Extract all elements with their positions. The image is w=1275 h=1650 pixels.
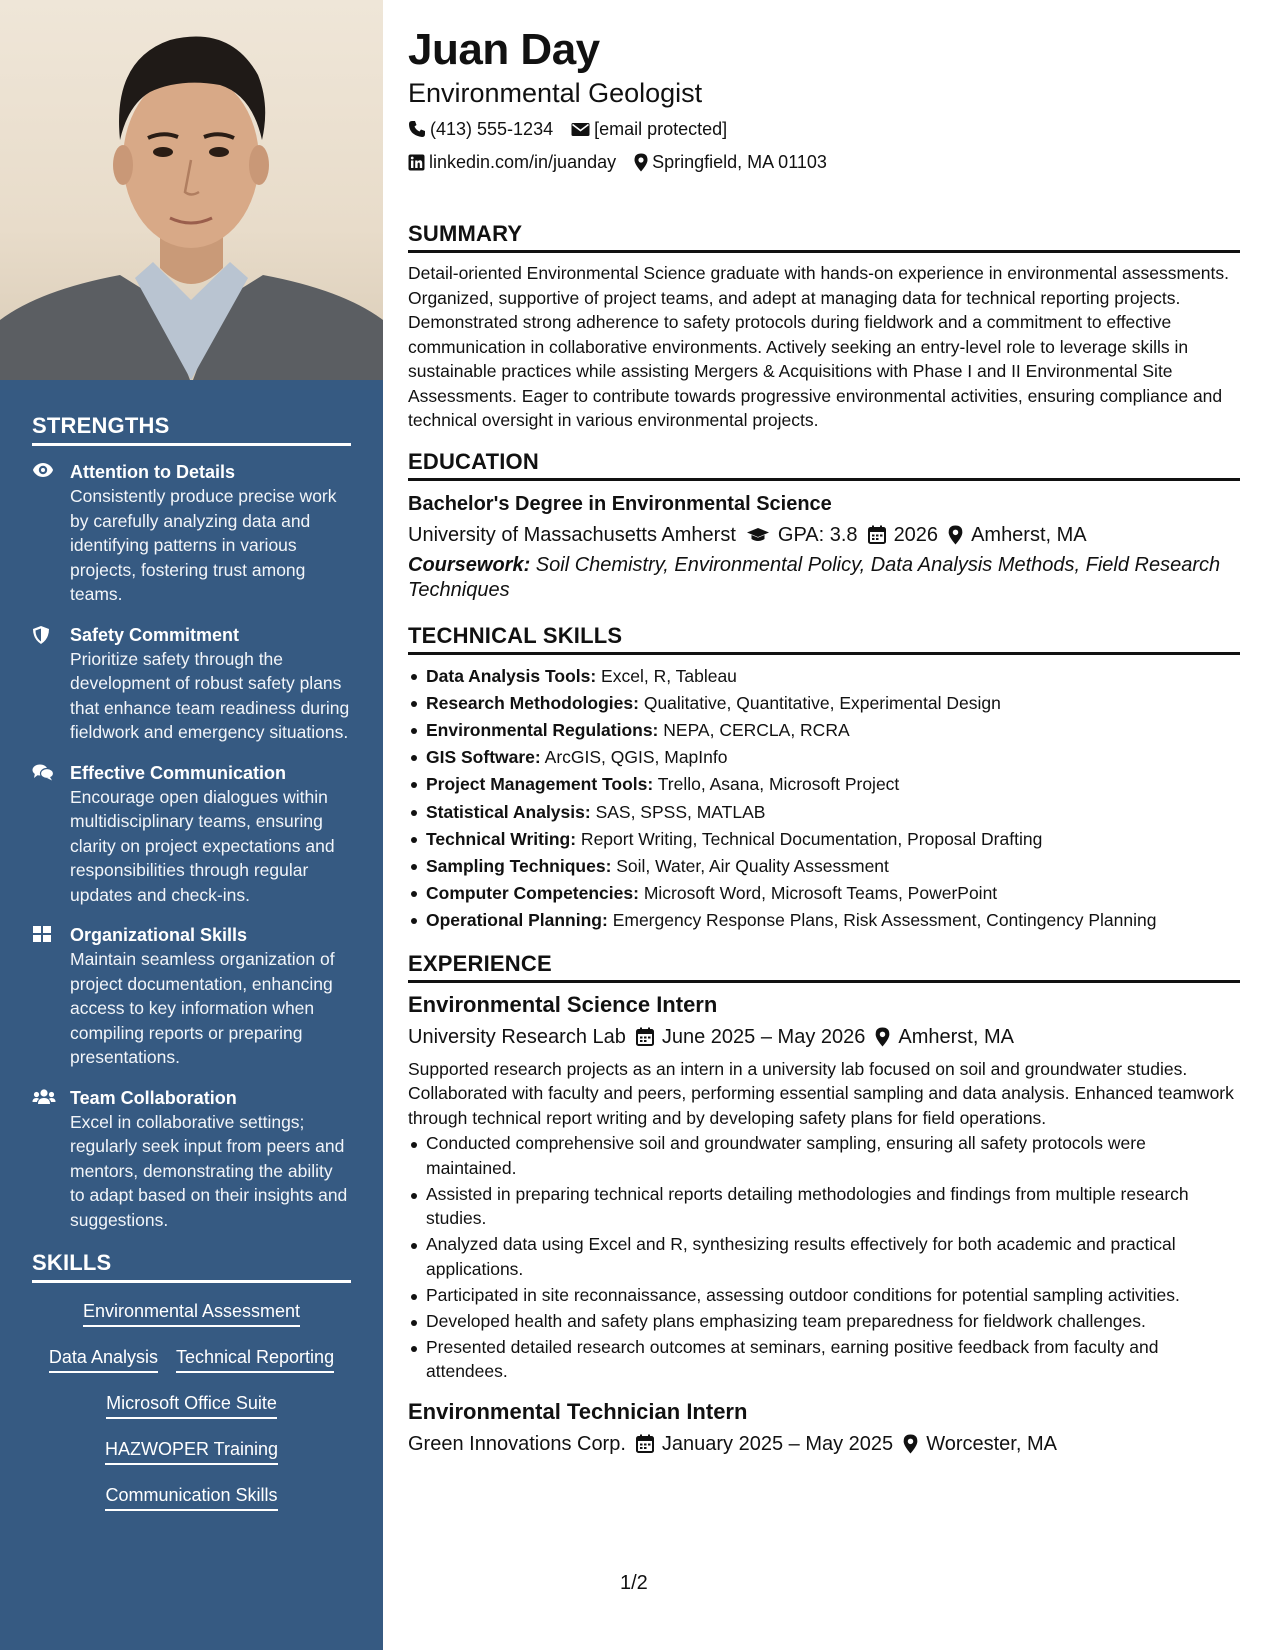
year-item: 2026 [868,521,939,549]
list-item: Technical Writing: Report Writing, Technical Documentation, Proposal Drafting [408,826,1240,853]
candidate-role: Environmental Geologist [408,78,703,108]
strength-desc: Consistently produce precise work by carefully analyzing data and identifying patterns in various projects, fostering trust among teams. [70,486,337,604]
skill-tag: Data Analysis [49,1345,158,1373]
list-item: Environmental Regulations: NEPA, CERCLA, RCRA [408,717,1240,744]
map-pin-icon [903,1434,918,1454]
portrait-illustration [0,0,383,380]
job-entry [408,991,1240,1384]
job-location: Worcester, MA [903,1430,1057,1458]
calendar-icon [636,1027,654,1046]
skill-tag: Environmental Assessment [83,1299,300,1327]
strength-item [32,1086,351,1233]
shield-icon [32,623,70,745]
skills-list [32,1299,351,1511]
users-icon [32,1086,70,1233]
list-item: Sampling Techniques: Soil, Water, Air Quality Assessment [408,853,1240,880]
linkedin-contact[interactable] [408,150,616,174]
company-name: University Research Lab [408,1025,626,1048]
list-item: Participated in site reconnaissance, assessing outdoor conditions for potential sampling activities. [408,1283,1240,1308]
job-title: Environmental Science Intern [408,991,718,1017]
education-heading: EDUCATION [408,449,1240,481]
list-item: Conducted comprehensive soil and groundwater sampling, ensuring all safety protocols were maintained. [408,1131,1240,1180]
list-item: Presented detailed research outcomes at seminars, earning positive feedback from faculty and attendees. [408,1335,1240,1384]
technical-skills-heading: TECHNICAL SKILLS [408,623,1240,655]
technical-skills-list [408,663,1240,935]
location-text: Springfield, MA 01103 [652,152,827,172]
map-pin-icon [634,153,648,172]
skill-tag: Technical Reporting [176,1345,334,1373]
job-bullets [408,1131,1240,1384]
comments-icon [32,761,70,908]
strength-item [32,923,351,1070]
location-contact [634,150,827,174]
list-item: Assisted in preparing technical reports detailing methodologies and findings from multiple research studies. [408,1182,1240,1231]
strength-desc: Maintain seamless organization of project documentation, enhancing access to key information when compiling reports or preparing presentations. [70,949,335,1067]
gpa-item: GPA: 3.8 [746,521,858,549]
experience-heading: EXPERIENCE [408,951,1240,983]
eye-icon [32,460,70,607]
edu-location-item: Amherst, MA [948,521,1087,549]
page-number: 1/2 [620,1572,648,1594]
list-item: Research Methodologies: Qualitative, Quantitative, Experimental Design [408,690,1240,717]
sidebar [0,0,383,1650]
job-dates: June 2025 – May 2026 [636,1023,866,1051]
strength-desc: Prioritize safety through the development of robust safety plans that enhance team readiness during fieldwork and emergency situations. [70,648,350,742]
linkedin-icon [408,154,425,171]
summary-heading: SUMMARY [408,221,1240,253]
strength-name: Effective Communication [70,762,287,783]
strength-desc: Encourage open dialogues within multidisciplinary teams, ensuring clarity on project expectations and responsibilities through regular updates and check-ins. [70,786,335,905]
job-description: Supported research projects as an intern in a university lab focused on soil and groundwater studies. Collaborated with faculty and peers, performing essential sampling and data analysis. Enhanced teamwork through technical report writing and by developing safety plans for field operations. [408,1058,1234,1128]
phone-contact[interactable] [408,117,553,141]
job-entry [408,1398,1240,1458]
list-item: Analyzed data using Excel and R, synthesizing results effectively for both academic and practical applications. [408,1232,1240,1281]
summary-text: Detail-oriented Environmental Science graduate with hands-on experience in environmental assessments. Organized, supportive of project teams, and adept at managing data for technical reporting projects. Demonstrated strong adherence to safety protocols during fieldwork and a commitment to effective communication in collaborative environments. Actively seeking an entry-level role to leverage skills in sustainable practices while assisting Mergers & Acquisitions with Phase I and II Environmental Site Assessments. Eager to contribute towards progressive environmental activities, ensuring compliance and technical oversight in various environmental projects. [408,263,1230,430]
degree-title: Bachelor's Degree in Environmental Science [408,492,832,515]
graduation-cap-icon [746,527,770,543]
strength-name: Organizational Skills [70,925,248,945]
strength-item [32,460,351,607]
map-pin-icon [875,1027,890,1047]
contact-row-2 [408,150,1240,174]
skill-tag: HAZWOPER Training [105,1437,278,1465]
grid-icon [32,923,70,1070]
profile-photo [0,0,383,380]
coursework: Coursework: Soil Chemistry, Environmental Policy, Data Analysis Methods, Field Research Techniques [408,553,1221,601]
education-meta [408,521,1240,549]
list-item: GIS Software: ArcGIS, QGIS, MapInfo [408,744,1240,771]
phone-text: (413) 555-1234 [430,119,554,139]
strength-item [32,623,351,745]
list-item: Computer Competencies: Microsoft Word, Microsoft Teams, PowerPoint [408,880,1240,907]
skill-tag: Microsoft Office Suite [106,1391,277,1419]
skill-tag: Communication Skills [105,1483,277,1511]
contact-row [408,117,1240,141]
job-dates: January 2025 – May 2025 [636,1430,893,1458]
strengths-heading: STRENGTHS [32,413,351,446]
job-meta [408,1430,1240,1458]
list-item: Developed health and safety plans emphasizing team preparedness for fieldwork challenges. [408,1309,1240,1334]
strength-item [32,761,351,908]
job-location: Amherst, MA [875,1023,1014,1051]
candidate-name: Juan Day [408,25,600,74]
strengths-section [0,413,383,1511]
strength-name: Attention to Details [70,462,235,482]
email-text: [email protected] [594,119,728,139]
linkedin-text: linkedin.com/in/juanday [429,152,617,172]
list-item: Statistical Analysis: SAS, SPSS, MATLAB [408,799,1240,826]
company-name: Green Innovations Corp. [408,1432,626,1455]
envelope-icon [571,122,590,137]
strength-name: Team Collaboration [70,1087,237,1108]
strength-name: Safety Commitment [70,624,240,645]
calendar-icon [636,1434,654,1453]
job-meta [408,1023,1240,1051]
main-content [408,0,1240,1458]
strength-desc: Excel in collaborative settings; regularly seek input from peers and mentors, demonstrating the ability to adapt based on their insights and suggestions. [70,1111,348,1230]
list-item: Project Management Tools: Trello, Asana, Microsoft Project [408,771,1240,798]
phone-icon [408,120,426,138]
school-name: University of Massachusetts Amherst [408,523,736,546]
list-item: Operational Planning: Emergency Response Plans, Risk Assessment, Contingency Planning [408,907,1240,934]
map-pin-icon [948,525,963,545]
list-item: Data Analysis Tools: Excel, R, Tableau [408,663,1240,690]
skills-heading: SKILLS [32,1250,351,1283]
email-contact[interactable] [571,117,727,141]
calendar-icon [868,525,886,544]
job-title: Environmental Technician Intern [408,1398,748,1424]
